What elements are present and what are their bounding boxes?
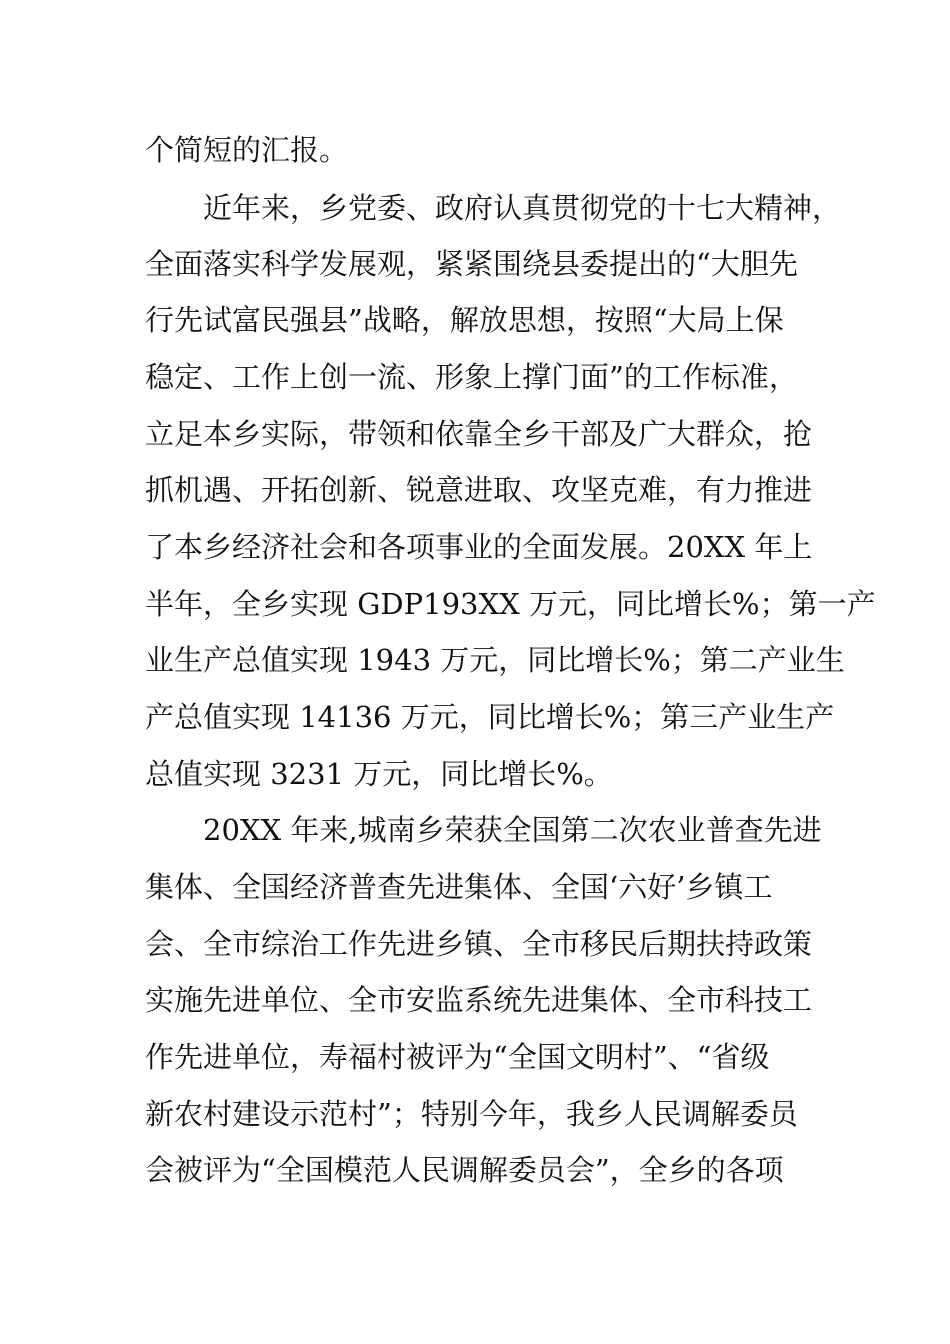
text-line-15: 会、全市综治工作先进乡镇、全市移民后期扶持政策 (145, 927, 813, 961)
text-line-8: 了本乡经济社会和各项事业的全面发展。20XX 年上 (145, 530, 813, 564)
text-line-9: 半年，全乡实现 GDP193XX 万元，同比增长%；第一产 (145, 587, 876, 621)
text-line-17: 作先进单位，寿福村被评为“全国文明村”、“省级 (145, 1040, 770, 1074)
text-line-2: 近年来，乡党委、政府认真贯彻党的十七大精神， (203, 191, 842, 225)
text-line-11: 产总值实现 14136 万元，同比增长%；第三产业生产 (145, 700, 835, 734)
text-line-6: 立足本乡实际，带领和依靠全乡干部及广大群众，抢 (145, 417, 813, 451)
text-line-18: 新农村建设示范村”；特别今年，我乡人民调解委员 (145, 1097, 798, 1131)
text-line-7: 抓机遇、开拓创新、锐意进取、攻坚克难，有力推进 (145, 473, 813, 507)
text-line-4: 行先试富民强县”战略，解放思想，按照“大局上保 (145, 303, 784, 337)
text-line-13: 20XX 年来,城南乡荣获全国第二次农业普查先进 (203, 813, 822, 847)
text-line-19: 会被评为“全国模范人民调解委员会”，全乡的各项 (145, 1153, 784, 1187)
text-line-10: 业生产总值实现 1943 万元，同比增长%；第二产业生 (145, 643, 845, 677)
text-line-1: 个简短的汇报。 (145, 133, 349, 167)
text-line-3: 全面落实科学发展观，紧紧围绕县委提出的“大胆先 (145, 247, 798, 281)
text-line-16: 实施先进单位、全市安监系统先进集体、全市科技工 (145, 983, 813, 1017)
text-line-12: 总值实现 3231 万元，同比增长%。 (145, 757, 613, 791)
text-line-5: 稳定、工作上创一流、形象上撑门面”的工作标准， (145, 360, 798, 394)
text-line-14: 集体、全国经济普查先进集体、全国‘六好’乡镇工 (145, 870, 773, 904)
